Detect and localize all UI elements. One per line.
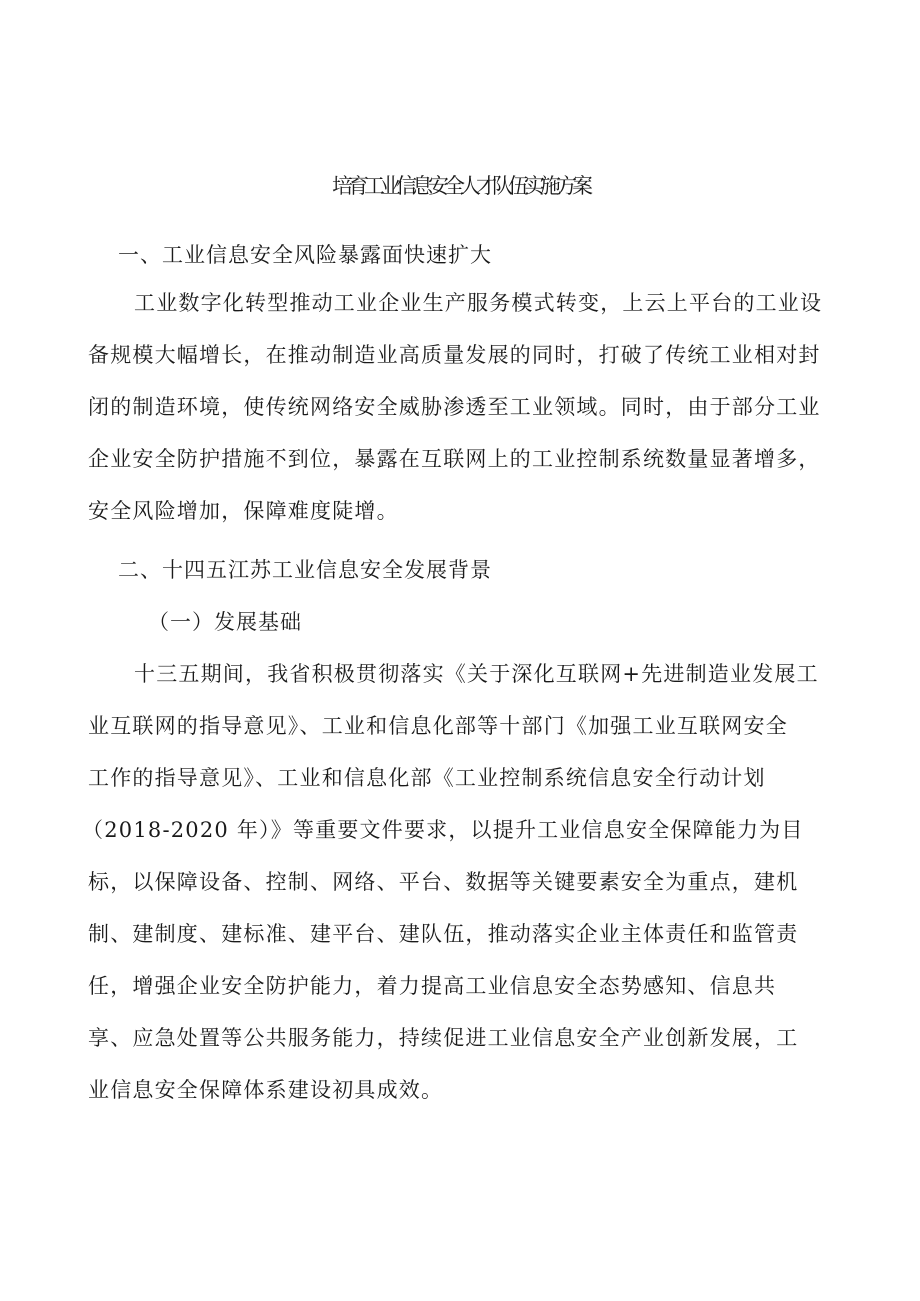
paragraph-line: 业信息安全保障体系建设初具成效。 (88, 1078, 444, 1102)
subsection-heading-foundation: （一）发展基础 (148, 610, 302, 634)
section-heading-development-background: 二、十四五江苏工业信息安全发展背景 (118, 558, 492, 582)
paragraph-line: 工业数字化转型推动工业企业生产服务模式转变，上云上平台的工业设 (134, 291, 823, 315)
paragraph-line: 企业安全防护措施不到位，暴露在互联网上的工业控制系统数量显著增多， (88, 447, 821, 471)
paragraph-line: 制、建制度、建标准、建平台、建队伍，推动落实企业主体责任和监管责 (88, 922, 799, 946)
paragraph-line: 安全风险增加，保障难度陡增。 (88, 499, 399, 523)
document-title: 培育工业信息安全人才队伍实施方案 (332, 174, 588, 198)
paragraph-line: 十三五期间，我省积极贯彻落实《关于深化互联网+先进制造业发展工 (134, 662, 819, 686)
paragraph-line: （2018-2020 年）》等重要文件要求，以提升工业信息安全保障能力为目 (82, 818, 804, 842)
paragraph-line: 标，以保障设备、控制、网络、平台、数据等关键要素安全为重点，建机 (88, 870, 799, 894)
paragraph-line: 备规模大幅增长，在推动制造业高质量发展的同时，打破了传统工业相对封 (88, 343, 821, 367)
paragraph-line: 任，增强企业安全防护能力，着力提高工业信息安全态势感知、信息共 (88, 974, 777, 998)
paragraph-line: 业互联网的指导意见》、工业和信息化部等十部门《加强工业互联网安全 (88, 714, 788, 738)
paragraph-line: 工作的指导意见》、工业和信息化部《工业控制系统信息安全行动计划 (88, 766, 766, 790)
section-heading-risk-exposure: 一、工业信息安全风险暴露面快速扩大 (118, 243, 492, 267)
paragraph-line: 闭的制造环境，使传统网络安全威胁渗透至工业领域。同时，由于部分工业 (88, 395, 821, 419)
paragraph-line: 享、应急处置等公共服务能力，持续促进工业信息安全产业创新发展，工 (88, 1026, 799, 1050)
